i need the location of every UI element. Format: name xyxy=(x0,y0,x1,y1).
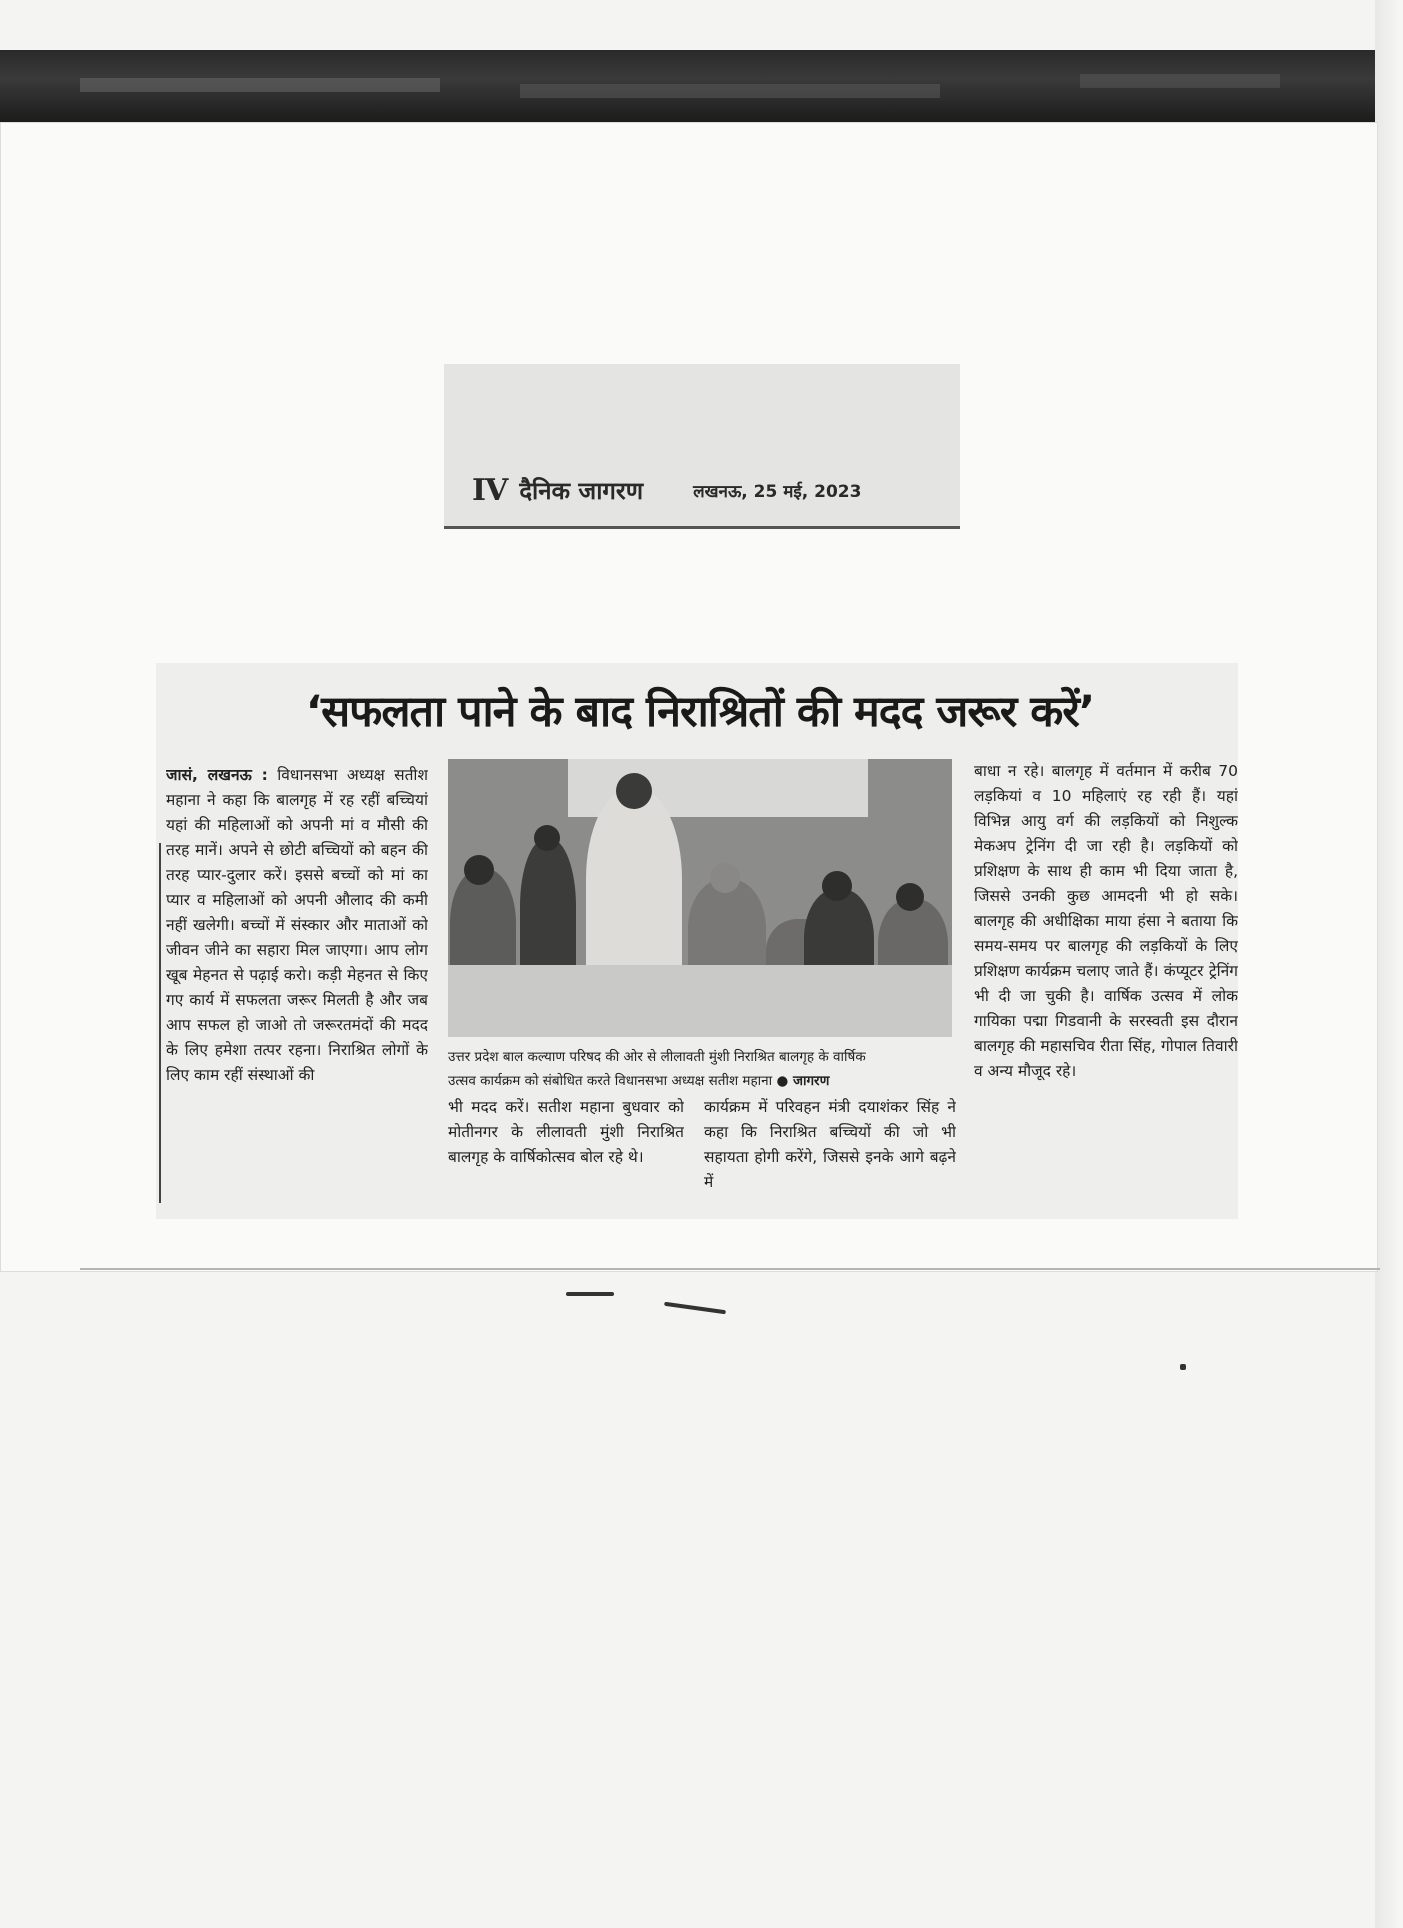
scanner-right-edge xyxy=(1375,0,1403,1928)
photo-head xyxy=(464,855,494,885)
photo-caption-line1: उत्तर प्रदेश बाल कल्याण परिषद की ओर से लीलावती मुंशी निराश्रित बालगृह के वार्षिक xyxy=(448,1049,866,1065)
article-column-mid-a: भी मदद करें। सतीश महाना बुधवार को मोतीनगर के लीलावती मुंशी निराश्रित बालगृह के वार्षिकोत्सव बोल रहे थे। xyxy=(448,1098,684,1166)
page-number: IV xyxy=(472,472,508,508)
scan-streak xyxy=(520,84,940,98)
scan-artifact-mark xyxy=(1180,1364,1186,1370)
photo-head xyxy=(534,825,560,851)
article-headline: ‘सफलता पाने के बाद निराश्रितों की मदद जरूर करें’ xyxy=(305,687,1095,737)
photo-head xyxy=(710,863,740,893)
photo-head xyxy=(896,883,924,911)
masthead-clipping xyxy=(444,364,960,529)
article-column-left xyxy=(166,763,428,1203)
article-column-left-text: विधानसभा अध्यक्ष सतीश महाना ने कहा कि बालगृह में रह रहीं बच्चियां यहां की महिलाओं को अपनी मां व मौसी की तरह मानें। अपने से छोटी बच्चियों को बहन की तरह प्यार-दुलार करें। इससे बच्चों को मां का प्यार व महिलाओं को अपनी औलाद की कमी नहीं खलेगी। बच्चों में संस्कार और माताओं को जीवन जीने का सहारा मिल जाएगा। आप लोग खूब मेहनत से पढ़ाई करो। कड़ी मेहनत से किए गए कार्य में सफलता जरूर मिलती है और जब आप सफल हो जाओ तो जरूरतमंदों की मदद के लिए हमेशा तत्पर रहना। निराश्रित लोगों के लिए काम रहीं संस्थाओं की xyxy=(166,766,428,1084)
scanner-top-band xyxy=(0,50,1403,122)
masthead-dateline: लखनऊ, 25 मई, 2023 xyxy=(693,481,862,502)
scan-streak xyxy=(80,78,440,92)
column-rule xyxy=(159,843,161,1203)
photo-caption xyxy=(448,1045,952,1095)
article-photo xyxy=(448,759,952,1037)
masthead-row xyxy=(472,468,942,512)
article-column-mid-b: कार्यक्रम में परिवहन मंत्री दयाशंकर सिंह ने कहा कि निराश्रित बच्चियों की जो भी सहायता होगी करेंगे, जिससे इनके आगे बढ़ने में xyxy=(704,1098,956,1191)
photo-speaker xyxy=(586,789,682,989)
photo-credit: ● जागरण xyxy=(776,1073,830,1089)
article-dateline: जासं, लखनऊ : xyxy=(166,766,268,784)
scan-artifact-mark xyxy=(566,1292,614,1296)
paper-bottom-edge xyxy=(80,1268,1380,1270)
scan-artifact-mark xyxy=(664,1302,726,1315)
photo-caption-line2: उत्सव कार्यक्रम को संबोधित करते विधानसभा अध्यक्ष सतीश महाना xyxy=(448,1073,773,1089)
article-column-right: बाधा न रहे। बालगृह में वर्तमान में करीब 70 लड़कियां व 10 महिलाएं रह रही हैं। यहां विभिन्न आयु वर्ग की लड़कियों को निशुल्क मेकअप ट्रेनिंग दी जा रही है। लड़कियों को प्रशिक्षण के साथ ही काम भी दिया जाता है, जिससे उनकी कुछ आमदनी भी हो सके। बालगृह की अधीक्षिका माया हंसा ने बताया कि समय-समय पर बालगृह की लड़कियों के लिए प्रशिक्षण कार्यक्रम चलाए जाते हैं। कंप्यूटर ट्रेनिंग भी दी जा चुकी है। वार्षिक उत्सव में लोक गायिका पद्मा गिडवानी के सरस्वती इस दौरान बालगृह की महासचिव रीता सिंह, गोपाल तिवारी व अन्य मौजूद रहे। xyxy=(974,762,1238,1080)
photo-head xyxy=(616,773,652,809)
article-clipping xyxy=(156,663,1238,1219)
scan-streak xyxy=(1080,74,1280,88)
newspaper-name: दैनिक जागरण xyxy=(519,476,644,505)
photo-table xyxy=(448,965,952,1037)
photo-head xyxy=(822,871,852,901)
